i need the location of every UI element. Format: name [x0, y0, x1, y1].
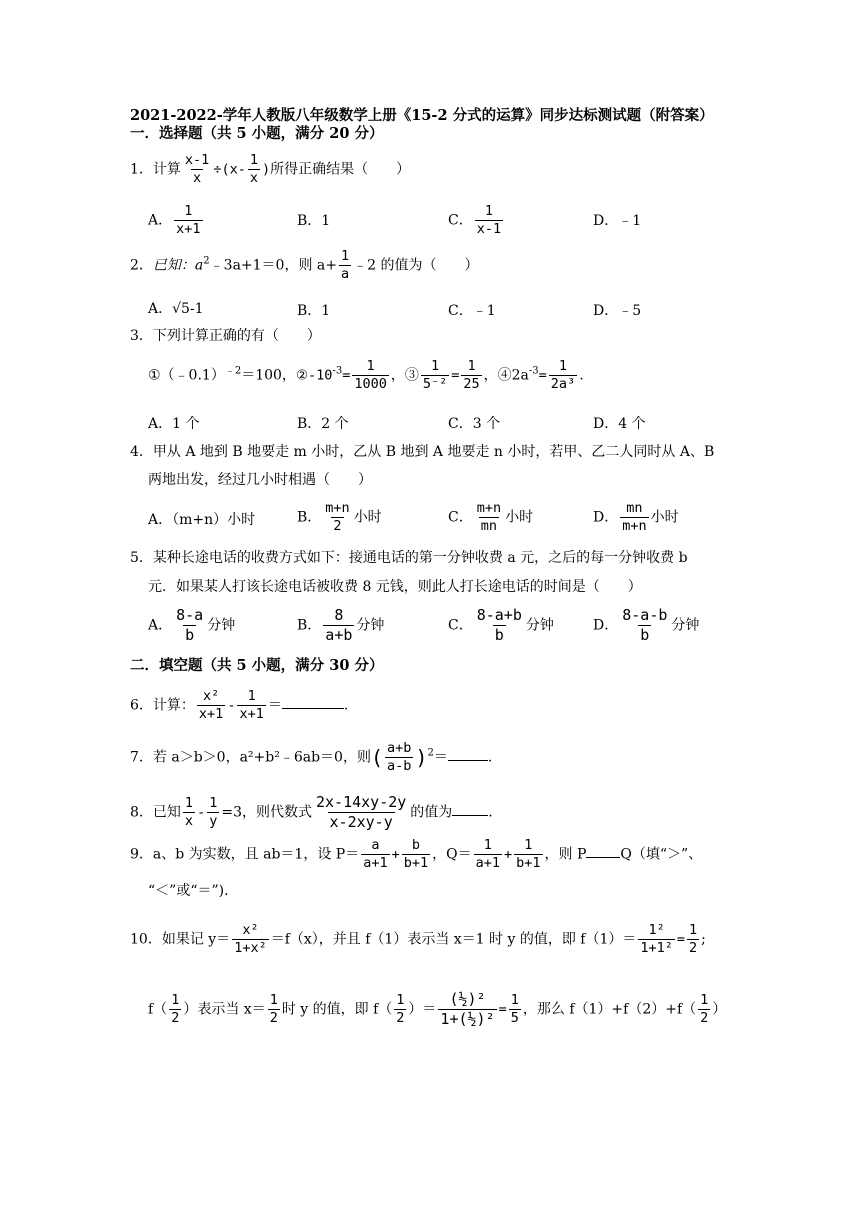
q10-half-4-den: 2 — [700, 1009, 709, 1026]
question-3-stem: 3．下列计算正确的有（ ） — [130, 328, 321, 344]
q1-fraction-2 — [248, 152, 260, 187]
q9-pre: 9．a、b 为实数，且 ab＝1，设 P＝ — [130, 846, 360, 863]
q3-item-1-post: ＝100， — [241, 367, 296, 384]
q5-b-num: 8 — [334, 606, 344, 624]
q4-c-fraction — [475, 500, 503, 535]
q9-p2-num: b — [411, 837, 420, 853]
q9-post: ，则 P — [544, 846, 587, 863]
q10-half-3-den: 2 — [396, 1009, 405, 1026]
q5-option-a[interactable] — [148, 606, 235, 645]
q5-c-fraction — [475, 606, 524, 645]
q9-p1-den: a+1 — [363, 854, 388, 871]
q10-half-4 — [698, 992, 710, 1027]
section-choice-heading: 一．选择题（共 5 小题，满分 20 分） — [130, 125, 384, 142]
q1-post: 所得正确结果（ ） — [270, 161, 411, 178]
q1-number: 1． — [130, 161, 153, 178]
q9-post-2: Q（填“＞”、 — [620, 846, 703, 863]
q3-option-b[interactable]: B．2 个 — [297, 416, 349, 432]
q10-l2f: ，那么 f（1）+f（2）+f（ — [522, 1001, 697, 1018]
q1-divide: ÷ — [213, 161, 222, 178]
q4-d-fraction — [620, 500, 648, 535]
q8-fraction-1 — [183, 795, 195, 830]
q8-pre: 8．已知 — [130, 804, 181, 821]
q10-big-fraction — [438, 990, 496, 1029]
q4-c-den: mn — [480, 517, 498, 534]
q4-b-num: m+n — [325, 500, 350, 516]
q6-fraction-1 — [197, 688, 225, 723]
question-10-line-2 — [148, 990, 726, 1029]
q10-half-2 — [268, 992, 280, 1027]
q2-mid: ﹣3a+1＝0，则 a+ — [209, 257, 337, 274]
q10-end: ; — [701, 931, 706, 948]
q2-post: ﹣2 的值为（ ） — [353, 257, 479, 274]
question-4-line-1: 4．甲从 A 地到 B 地要走 m 小时，乙从 B 地到 A 地要走 n 小时，若甲、乙二人同时从 A、B — [130, 444, 715, 460]
q8-end: . — [488, 804, 493, 821]
question-2 — [130, 248, 478, 283]
q4-option-a[interactable]: A．（m+n）小时 — [148, 512, 256, 528]
q6-f2-num: 1 — [247, 688, 256, 704]
q3-i4-num: 1 — [558, 358, 568, 374]
q10-half-4-num: 1 — [700, 991, 709, 1008]
q10-l2a: f（ — [148, 1001, 168, 1018]
q7-answer-blank[interactable] — [448, 760, 488, 761]
question-4-line-2: 两地出发，经过几小时相遇（ ） — [148, 472, 372, 488]
q9-q-fraction-2 — [514, 837, 542, 872]
q8-f3-den: x-2xy-y — [329, 812, 393, 831]
q10-f2-num: 1² — [648, 922, 665, 938]
q9-p1-num: a — [371, 837, 380, 853]
q2-pre: 2． — [130, 257, 153, 274]
q9-q1-num: 1 — [483, 837, 492, 853]
q4-option-b[interactable] — [297, 500, 382, 535]
q4-b-fraction — [323, 500, 351, 535]
question-5-line-1: 5．某种长途电话的收费方式如下：接通电话的第一分钟收费 a 元，之后的每一分钟收费 b — [130, 550, 688, 566]
q5-option-b[interactable] — [297, 606, 384, 645]
question-3-items — [148, 358, 584, 393]
q1-a-den: x+1 — [176, 220, 201, 237]
q4-b-den: 2 — [333, 517, 342, 534]
q7-lparen: ( — [370, 745, 384, 770]
q2-sup: 2 — [203, 255, 210, 267]
q9-p-fraction-1 — [361, 837, 389, 872]
q3-item-1-sup: ﹣2 — [224, 365, 242, 377]
q9-mid: ，Q＝ — [432, 846, 472, 863]
q9-q-fraction-1 — [474, 837, 502, 872]
q5-b-den: a+b — [325, 625, 353, 644]
q3-i2-den: 1000 — [354, 375, 387, 392]
q2-num: 1 — [340, 248, 350, 264]
q8-minus: - — [197, 804, 206, 821]
q10-fraction-1 — [232, 922, 269, 957]
q9-q1-den: a+1 — [475, 854, 500, 871]
q5-c-label: C． — [448, 617, 473, 634]
q10-half-3 — [394, 992, 406, 1027]
q3-item-1: ①（﹣0.1） — [148, 367, 225, 384]
q10-eq: = — [676, 931, 686, 948]
q10-result-num: 1 — [510, 991, 519, 1008]
section-fill-heading: 二．填空题（共 5 小题，满分 30 分） — [130, 657, 384, 674]
q10-big-num: (½)² — [449, 990, 486, 1008]
q5-a-num: 8-a — [176, 606, 204, 624]
q1-lparen: (x- — [221, 161, 246, 178]
q1-fraction-1 — [183, 152, 211, 187]
q10-big-den: 1+(½)² — [440, 1009, 495, 1028]
q7-den: a-b — [387, 757, 412, 774]
q7-sup: 2 — [427, 747, 434, 759]
q1-option-c[interactable] — [448, 203, 505, 238]
q8-post: 的值为 — [410, 804, 453, 821]
q8-answer-blank[interactable] — [452, 815, 488, 816]
q5-b-fraction — [323, 606, 354, 645]
q6-end: . — [343, 697, 349, 714]
q2-option-a[interactable]: A．√5-1 — [148, 301, 204, 317]
q10-half-1-num: 1 — [171, 991, 180, 1008]
q2-option-c[interactable]: C．﹣1 — [448, 303, 496, 319]
q4-d-num: mn — [626, 500, 643, 516]
question-8 — [130, 793, 493, 832]
q8-f2-den: y — [209, 812, 218, 829]
q5-c-num: 8-a+b — [476, 606, 522, 624]
q10-pre: 10．如果记 y＝ — [130, 931, 231, 948]
q1-a-label: A． — [148, 212, 173, 229]
q10-f2-den: 1+1² — [640, 939, 673, 956]
q3-item-2-fraction — [352, 358, 389, 393]
question-6 — [130, 688, 348, 723]
q1-option-b[interactable]: B．1 — [297, 213, 331, 229]
q9-p2-den: b+1 — [403, 854, 429, 871]
q1-f2-numerator: 1 — [249, 152, 258, 168]
q8-f1-den: x — [184, 812, 194, 829]
q1-a-num: 1 — [184, 203, 193, 219]
q6-pre: 6．计算： — [130, 697, 195, 714]
q8-f3-num: 2x-14xy-2y — [315, 793, 407, 811]
q10-l2g: ） — [712, 1001, 727, 1018]
q4-c-label: C． — [448, 509, 473, 526]
q1-a-fraction — [174, 203, 202, 238]
q6-post: ＝ — [267, 697, 282, 714]
q3-i4-den: 2a³ — [550, 375, 576, 392]
q3-item-3: ，③ — [390, 367, 419, 384]
q10-l2e: = — [498, 1001, 507, 1018]
q4-d-den: m+n — [622, 517, 647, 534]
q9-q2-num: 1 — [524, 837, 533, 853]
q3-i3-num2: 1 — [467, 358, 476, 374]
page-title: 2021-2022-学年人教版八年级数学上册《15-2 分式的运算》同步达标测试题（附答案） — [130, 107, 714, 124]
q7-rparen: ) — [415, 745, 428, 770]
q6-f1-num: x² — [202, 688, 220, 704]
q5-d-fraction — [620, 606, 669, 645]
q3-option-a[interactable]: A．1 个 — [148, 416, 200, 432]
q3-i3-den: 5⁻² — [422, 375, 448, 392]
q10-l2c: 时 y 的值，即 f（ — [281, 1001, 393, 1018]
q4-b-unit: 小时 — [353, 509, 382, 526]
q8-eq: =3，则代数式 — [221, 804, 312, 821]
q3-item-3-fraction-1 — [421, 358, 449, 393]
q1-option-a[interactable] — [148, 203, 205, 238]
q5-a-den: b — [185, 625, 195, 644]
q1-f2-denominator: x — [249, 169, 258, 186]
q5-b-label: B． — [297, 617, 322, 634]
q5-d-den: b — [640, 625, 650, 644]
q4-b-label: B． — [297, 509, 322, 526]
q9-plus-1: + — [391, 846, 400, 863]
q5-a-unit: 分钟 — [207, 617, 236, 634]
question-10-line-1 — [130, 922, 706, 957]
q3-i3-den2: 25 — [463, 375, 480, 392]
q10-f1-num: x² — [242, 922, 259, 938]
q2-option-b[interactable]: B．1 — [297, 303, 331, 319]
q2-option-d[interactable]: D．﹣5 — [593, 303, 642, 319]
q7-post: ＝ — [433, 749, 448, 766]
q7-num: a+b — [387, 740, 412, 756]
q3-i3-num: 1 — [430, 358, 440, 374]
q4-d-label: D． — [593, 509, 619, 526]
q5-a-fraction — [174, 606, 205, 645]
q5-c-den: b — [494, 625, 504, 644]
q2-den: a — [340, 265, 350, 282]
q5-d-num: 8-a-b — [622, 606, 668, 624]
q6-f1-den: x+1 — [198, 705, 224, 722]
q7-fraction — [385, 740, 413, 775]
q4-c-unit: 小时 — [505, 509, 534, 526]
q5-a-label: A． — [148, 617, 173, 634]
q10-f1-den: 1+x² — [234, 939, 267, 956]
q3-item-3-eq: = — [451, 367, 460, 384]
q3-item-3-fraction-2 — [461, 358, 481, 393]
q6-answer-blank[interactable] — [282, 708, 344, 709]
q6-f2-den: x+1 — [239, 705, 264, 722]
q3-i2-num: 1 — [366, 358, 375, 374]
q5-d-unit: 分钟 — [671, 617, 700, 634]
q8-fraction-2 — [207, 795, 219, 830]
q10-fraction-2 — [638, 922, 675, 957]
q3-option-d[interactable]: D．4 个 — [593, 416, 646, 432]
q3-item-2-eq: = — [342, 367, 351, 384]
q1-rparen: ) — [261, 161, 271, 178]
q3-item-4-fraction — [549, 358, 577, 393]
q5-c-unit: 分钟 — [525, 617, 554, 634]
q1-c-label: C． — [448, 212, 473, 229]
q10-half-2-num: 1 — [269, 991, 278, 1008]
q8-f1-num: 1 — [184, 794, 194, 811]
q3-item-2: ②-10 — [295, 367, 333, 384]
q3-item-4-sup: -3 — [528, 365, 539, 377]
q9-q2-den: b+1 — [516, 854, 541, 871]
q6-minus: - — [227, 697, 236, 714]
q3-end: . — [579, 367, 584, 384]
q8-fraction-3 — [314, 793, 408, 832]
question-9 — [130, 837, 702, 872]
question-1 — [130, 152, 410, 187]
q10-result-fraction — [509, 992, 521, 1027]
q8-f2-num: 1 — [209, 794, 218, 811]
q1-c-num: 1 — [484, 203, 493, 219]
question-7 — [130, 740, 492, 775]
q5-option-d[interactable] — [593, 606, 699, 645]
q10-half-1-den: 2 — [171, 1009, 180, 1026]
q10-f3-num: 1 — [689, 922, 698, 938]
q4-option-d[interactable] — [593, 500, 679, 535]
q1-pre: 计算 — [152, 161, 181, 178]
q5-d-label: D． — [593, 617, 619, 634]
q4-option-c[interactable] — [448, 500, 533, 535]
q3-item-4: ，④2a — [483, 367, 529, 384]
q10-mid: ＝f（x），并且 f（1）表示当 x＝1 时 y 的值，即 f（1）＝ — [270, 931, 637, 948]
question-5-line-2: 元．如果某人打该长途电话被收费 8 元钱，则此人打长途电话的时间是（ ） — [148, 579, 642, 595]
q3-option-c[interactable]: C．3 个 — [448, 416, 501, 432]
q10-half-1 — [169, 992, 181, 1027]
q3-item-4-eq: = — [538, 367, 547, 384]
q7-end: . — [487, 749, 493, 766]
q5-option-c[interactable] — [448, 606, 554, 645]
q3-item-2-sup: -3 — [332, 365, 343, 377]
question-9-line-2: “＜”或“＝”)． — [148, 883, 239, 899]
q10-fraction-3 — [687, 922, 699, 957]
q2-fraction — [339, 248, 351, 283]
q4-d-unit: 小时 — [650, 509, 679, 526]
q6-fraction-2 — [237, 688, 265, 723]
q10-l2d: ）＝ — [408, 1001, 437, 1018]
q1-option-d[interactable]: D．﹣1 — [593, 213, 642, 229]
q9-p-fraction-2 — [402, 837, 430, 872]
q9-answer-blank[interactable] — [586, 857, 620, 858]
q10-half-2-den: 2 — [269, 1009, 278, 1026]
q10-half-3-num: 1 — [396, 991, 405, 1008]
q1-c-den: x-1 — [476, 220, 502, 237]
q2-a: 已知：a — [152, 257, 204, 274]
q1-f1-numerator: x-1 — [184, 152, 210, 168]
q4-c-num: m+n — [476, 500, 502, 516]
q10-result-den: 5 — [510, 1009, 519, 1026]
q9-plus-2: + — [504, 846, 513, 863]
q1-f1-denominator: x — [193, 169, 202, 186]
q10-f3-den: 2 — [689, 939, 698, 956]
q5-b-unit: 分钟 — [356, 617, 385, 634]
q7-pre: 7．若 a＞b＞0，a²+b²﹣6ab＝0，则 — [130, 749, 371, 766]
q1-c-fraction — [475, 203, 503, 238]
q10-l2b: ）表示当 x＝ — [183, 1001, 266, 1018]
